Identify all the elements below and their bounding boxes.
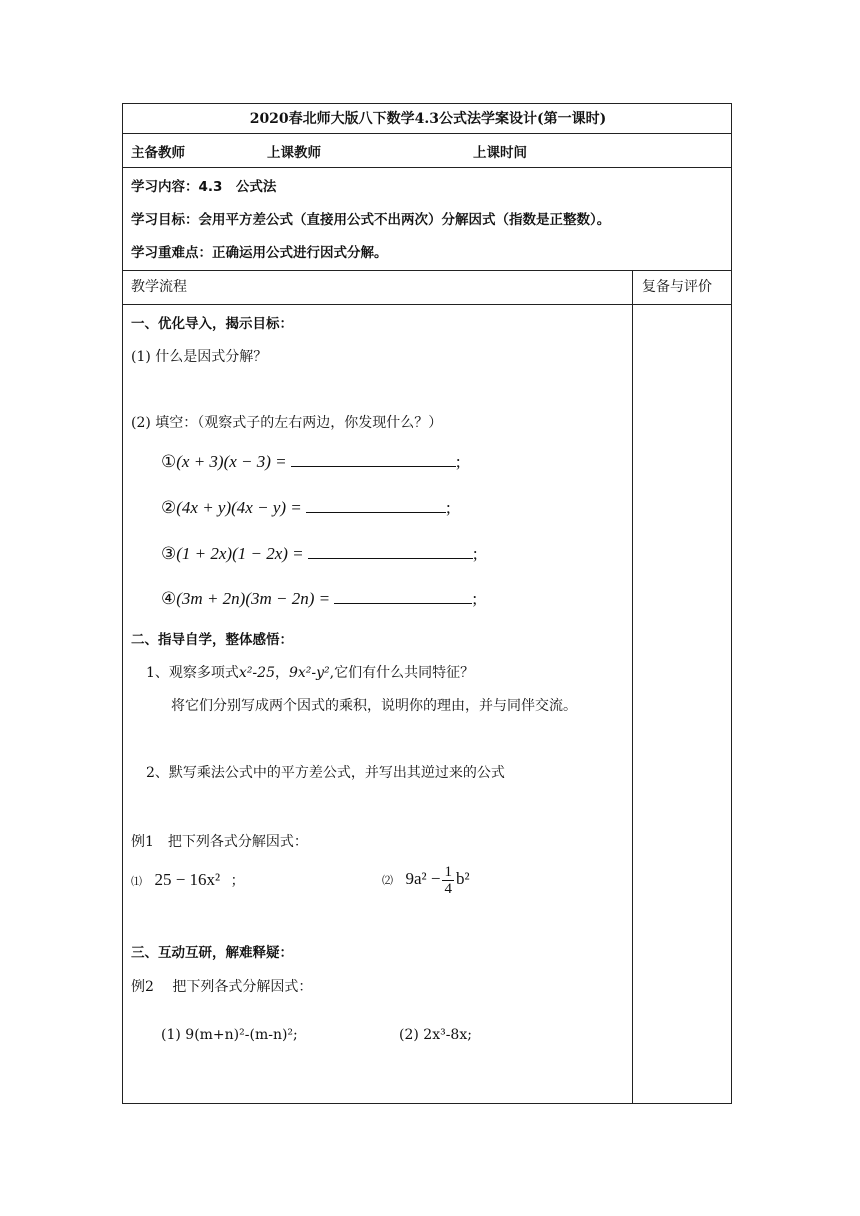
expression-left: 9a² − bbox=[405, 869, 441, 888]
learning-key-points: 学习重难点：正确运用公式进行因式分解。 bbox=[131, 245, 388, 261]
fraction bbox=[442, 864, 454, 897]
example-2-part-a: (1) 9(m+n)²-(m-n)²; bbox=[161, 1027, 298, 1043]
question-2: (2) 填空：（观察式子的左右两边，你发现什么？） bbox=[131, 415, 443, 431]
column-divider bbox=[632, 270, 633, 1103]
lesson-plan-table bbox=[122, 103, 732, 1104]
answer-blank[interactable] bbox=[291, 452, 456, 467]
polynomial-1: x²-25 bbox=[238, 665, 275, 681]
part-label: ⑵ bbox=[382, 874, 393, 887]
item-end: ； bbox=[230, 873, 245, 889]
separator: ， bbox=[274, 665, 289, 681]
row-divider bbox=[123, 304, 731, 305]
example-2-heading: 例2 把下列各式分解因式： bbox=[131, 979, 313, 995]
fill-in-item-2 bbox=[161, 498, 451, 517]
item-mark: ① bbox=[161, 452, 177, 471]
example-1-part-a bbox=[131, 871, 245, 891]
example-1-heading: 例1 把下列各式分解因式： bbox=[131, 834, 308, 850]
part-label: ⑴ bbox=[131, 875, 142, 888]
expression-right: b² bbox=[455, 869, 470, 888]
learning-content: 学习内容：4.3 公式法 bbox=[131, 179, 277, 195]
item-expression: (1 + 2x)(1 − 2x) = bbox=[176, 544, 304, 563]
learning-goal: 学习目标：会用平方差公式（直接用公式不出两次）分解因式（指数是正整数）。 bbox=[131, 212, 611, 228]
item-end: ; bbox=[472, 589, 478, 608]
fill-in-item-4 bbox=[161, 589, 477, 608]
item-mark: ④ bbox=[161, 589, 177, 608]
review-evaluation-header: 复备与评价 bbox=[642, 279, 712, 295]
row-divider bbox=[123, 167, 731, 168]
task-2: 2、默写乘法公式中的平方差公式，并写出其逆过来的公式 bbox=[146, 765, 505, 781]
answer-blank[interactable] bbox=[334, 589, 472, 604]
item-mark: ③ bbox=[161, 544, 177, 563]
denominator: 4 bbox=[444, 880, 452, 897]
task-1 bbox=[146, 664, 474, 682]
item-end: ; bbox=[455, 452, 461, 471]
item-end: ; bbox=[472, 544, 478, 563]
numerator: 1 bbox=[444, 863, 452, 880]
item-mark: ② bbox=[161, 498, 177, 517]
teaching-flow-header: 教学流程 bbox=[131, 279, 187, 295]
page-title: 2020春北师大版八下数学4.3公式法学案设计(第一课时) bbox=[249, 111, 607, 127]
class-time-label: 上课时间 bbox=[473, 145, 527, 161]
main-teacher-label: 主备教师 bbox=[131, 145, 185, 161]
question-1: (1) 什么是因式分解？ bbox=[131, 349, 268, 365]
fill-in-item-1 bbox=[161, 452, 461, 471]
answer-blank[interactable] bbox=[308, 544, 473, 559]
item-end: ; bbox=[446, 498, 451, 517]
item-expression: (4x + y)(4x − y) = bbox=[176, 498, 302, 517]
task-1-suffix: ,它们有什么共同特征？ bbox=[329, 665, 475, 681]
section-1-heading: 一、优化导入，揭示目标： bbox=[131, 316, 293, 332]
section-3-heading: 三、互动互研，解难释疑： bbox=[131, 945, 293, 961]
expression: 25 − 16x² bbox=[154, 870, 221, 889]
row-divider bbox=[123, 270, 731, 271]
row-divider bbox=[123, 133, 731, 134]
item-expression: (x + 3)(x − 3) = bbox=[176, 452, 287, 471]
example-2-part-b: (2) 2x³-8x; bbox=[399, 1027, 472, 1043]
task-1-instruction: 将它们分别写成两个因式的乘积，说明你的理由，并与同伴交流。 bbox=[171, 698, 577, 714]
class-teacher-label: 上课教师 bbox=[267, 145, 321, 161]
section-2-heading: 二、指导自学，整体感悟： bbox=[131, 632, 293, 648]
example-1-part-b bbox=[382, 862, 470, 898]
task-1-prefix: 1、观察多项式 bbox=[146, 665, 239, 681]
answer-blank[interactable] bbox=[306, 498, 446, 513]
polynomial-2: 9x²-y² bbox=[288, 665, 330, 681]
item-expression: (3m + 2n)(3m − 2n) = bbox=[176, 589, 331, 608]
fill-in-item-3 bbox=[161, 544, 478, 563]
